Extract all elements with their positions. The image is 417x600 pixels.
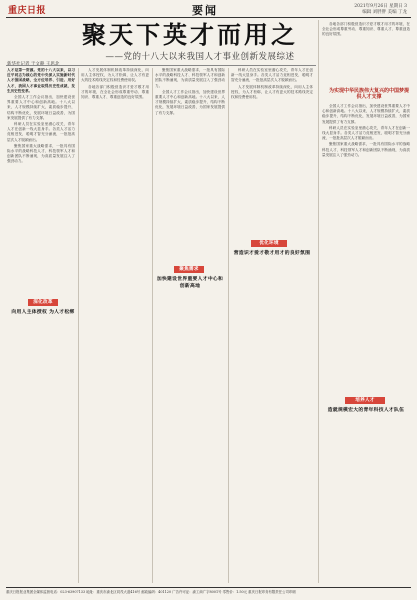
text-column-3 (155, 68, 225, 583)
paragraph: 聚焦国家重大战略需求，一批具有国际水平的战略科技人才、科技领军人才和创新团队不断涌现，为高质量发展注入了强劲动力。 (7, 143, 75, 164)
date-line: 2021年9月26日 星期日 3 (354, 4, 407, 9)
text-column-4 (231, 68, 313, 583)
paragraph: 各地各部门积极营造识才爱才敬才用才的环境，在全社会形成尊重劳动、尊重知识、尊重人才、尊重创造的良好氛围。 (81, 84, 149, 100)
byline: 新华社记者 于文静 王思北 (7, 62, 60, 67)
subheadline: ——党的十八大以来我国人才事业创新发展综述 (105, 52, 295, 62)
headline: 聚天下英才而用之 (82, 20, 298, 49)
section-tag: 优化环境 (251, 240, 287, 247)
section-subtitle: 造就规模宏大的青年科技人才队伍 (327, 407, 405, 413)
text-column-5-top (322, 22, 410, 82)
column-divider (78, 68, 79, 583)
section-title: 要闻 (192, 4, 218, 17)
text-column-2 (81, 68, 149, 583)
editors-line: 编辑 刘胖胖 美编 丁龙 (362, 10, 407, 15)
column-divider (152, 68, 153, 583)
section-tag: 聚焦需求 (174, 266, 204, 273)
headline-rule (6, 65, 316, 66)
paragraph: 科研人员在实验室里潜心攻关，青年人才在创新一线大显身手。各类人才活力竞相迸发，聪明才智充分涌流，一批批高层次人才脱颖而出。 (7, 122, 75, 142)
paragraph: 人才发展体制机制改革持续深化，向用人主体授权，为人才松绑，让人才有更大的技术路线决定权和经费使用权。 (231, 84, 313, 100)
text-column-1 (7, 68, 75, 583)
box-title: 为实现中华民族伟大复兴的中国梦提供人才支撑 (329, 88, 410, 100)
footer-info: 重庆日报报业集团全媒体监督电话：023-63907133 地址：重庆市渝北区同茂大道416号 邮政编码：401120 广告许可证：渝工商广字8001号 零售价：1.50元 重庆日报印务有限责任公司印刷 (6, 590, 296, 594)
paragraph: 科研人员在实验室里潜心攻关，青年人才在创新一线大显身手。各类人才活力竞相迸发，聪明才智充分涌流，一批批高层次人才脱颖而出。 (322, 125, 410, 141)
paragraph: 全国人才工作会议指出，加快建设世界重要人才中心和创新高地。十八大以来，人才规模持续扩大，素质稳步提升，结构不断优化，发展环境日益改善，为国家发展提供了有力支撑。 (155, 89, 225, 115)
masthead-rule (6, 17, 411, 18)
text-column-5 (322, 104, 410, 583)
section-subtitle: 加快建设世界重要人才中心和创新高地 (156, 276, 224, 289)
paragraph: 各地各部门积极营造识才爱才敬才用才的环境，在全社会形成尊重劳动、尊重知识、尊重人才、尊重创造的良好氛围。 (322, 22, 410, 37)
newspaper-logo: 重庆日报 (8, 6, 47, 16)
section-tag: 培养人才 (345, 397, 385, 404)
paragraph: 全国人才工作会议指出，加快建设世界重要人才中心和创新高地。十八大以来，人才规模持续扩大，素质稳步提升，结构不断优化，发展环境日益改善，为国家发展提供了有力支撑。 (7, 95, 75, 120)
paragraph: 聚焦国家重大战略需求，一批具有国际水平的战略科技人才、科技领军人才和创新团队不断涌现，为高质量发展注入了强劲动力。 (155, 68, 225, 88)
footer-rule (6, 587, 411, 588)
masthead (6, 3, 411, 17)
section-tag: 深化改革 (28, 299, 58, 306)
paragraph: 全国人才工作会议指出，加快建设世界重要人才中心和创新高地。十八大以来，人才规模持续扩大，素质稳步提升，结构不断优化，发展环境日益改善，为国家发展提供了有力支撑。 (322, 104, 410, 124)
article-lead: 人才是第一资源。党的十八大以来，以习近平同志为核心的党中央深入实施新时代人才强国战略，全方位培养、引进、用好人才，我国人才事业取得历史性成就，发生历史性变革。 (7, 68, 75, 93)
column-divider (228, 68, 229, 583)
paragraph: 人才发展体制机制改革持续深化，向用人主体授权，为人才松绑，让人才有更大的技术路线决定权和经费使用权。 (81, 68, 149, 83)
section-subtitle: 营造识才爱才敬才用才的良好氛围 (233, 250, 311, 256)
column-divider (318, 20, 319, 583)
section-subtitle: 向用人主体授权 为人才松绑 (11, 309, 75, 315)
paragraph: 聚焦国家重大战略需求，一批具有国际水平的战略科技人才、科技领军人才和创新团队不断涌现，为高质量发展注入了强劲动力。 (322, 142, 410, 157)
paragraph: 科研人员在实验室里潜心攻关，青年人才在创新一线大显身手。各类人才活力竞相迸发，聪明才智充分涌流，一批批高层次人才脱颖而出。 (231, 68, 313, 83)
